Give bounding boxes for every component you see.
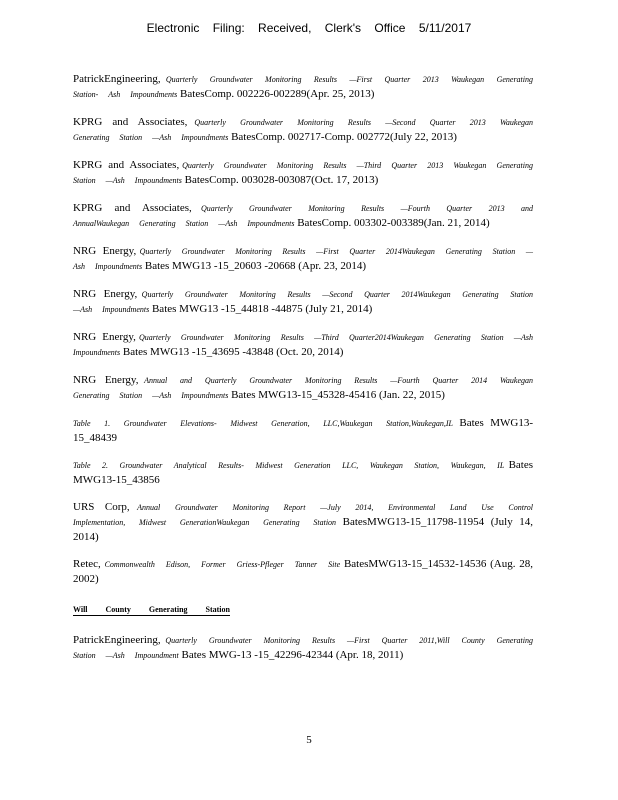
citation-bates: BatesMWG13-15_14532-14536 (Aug. 28, 2002): [73, 558, 534, 585]
citation-bates: BatesMWG13-15_11798-11954 (July 14, 2014): [73, 516, 533, 543]
citation-bates: Bates MWG13 -15_43695 -43848 (Oct. 20, 2014): [122, 346, 344, 358]
citation-title: Quarterly Groundwater Monitoring Results —Second Quarter 2014Waukegan Generating Station —Ash Impoundments: [73, 290, 534, 314]
citation-author: KPRG and Associates,: [73, 202, 192, 214]
citation-entry: [73, 500, 533, 544]
citation-bates: Bates MWG-13 -15_42296-42344 (Apr. 18, 2011): [181, 649, 404, 661]
citation-entry: [73, 115, 533, 145]
citation-title: Quarterly Groundwater Monitoring Results —Fourth Quarter 2013 and AnnualWaukegan Generating Station —Ash Impoundments: [73, 204, 534, 228]
citation-entry: [73, 458, 533, 487]
citation-entry: [73, 244, 533, 274]
citation-title: Quarterly Groundwater Monitoring Results —Second Quarter 2013 Waukegan Generating Station —Ash Impoundments: [73, 118, 533, 142]
citation-title: Table 2. Groundwater Analytical Results- Midwest Generation LLC, Waukegan Station, Waukegan, IL: [73, 461, 505, 470]
citation-title: Quarterly Groundwater Monitoring Results —Third Quarter 2013 Waukegan Generating Station —Ash Impoundments: [73, 161, 533, 185]
citation-title: Quarterly Groundwater Monitoring Results —Third Quarter2014Waukegan Generating Station —Ash Impoundments: [73, 333, 533, 357]
citation-author: Retec,: [73, 558, 101, 570]
citation-bates: BatesComp. 002226-002289(Apr. 25, 2013): [180, 88, 375, 100]
citation-title: Quarterly Groundwater Monitoring Results —First Quarter 2011,Will County Generating Station —Ash Impoundment: [73, 636, 534, 660]
citation-author: KPRG and Associates,: [73, 159, 180, 171]
citation-title: Table 1. Groundwater Elevations- Midwest Generation, LLC,Waukegan Station,Waukegan,IL: [73, 419, 453, 428]
citation-entry: [73, 416, 533, 445]
citation-entry: [73, 557, 533, 586]
citation-author: KPRG and Associates,: [73, 116, 188, 128]
citation-bates: BatesComp. 003302-003389(Jan. 21, 2014): [297, 217, 490, 229]
citation-author: URS Corp,: [73, 501, 130, 513]
citation-title: Quarterly Groundwater Monitoring Results —First Quarter 2014Waukegan Generating Station —Ash Impoundments: [73, 247, 533, 271]
citation-bates: Bates MWG13-15_43856: [73, 459, 534, 486]
citation-title: Commonwealth Edison, Former Griess-Pfleger Tanner Site: [104, 560, 341, 569]
citation-author: PatrickEngineering,: [73, 73, 161, 85]
citation-bates: Bates MWG13-15_48439: [73, 417, 533, 444]
citation-entry: [73, 287, 533, 317]
citation-title: Quarterly Groundwater Monitoring Results —First Quarter 2013 Waukegan Generating Station- Ash Impoundments: [73, 75, 534, 99]
section-heading: Will County Generating Station: [73, 605, 230, 614]
citation-title: Annual and Quarterly Groundwater Monitoring Results —Fourth Quarter 2014 Waukegan Generating Station —Ash Impoundments: [73, 376, 534, 400]
citation-entry: [73, 330, 533, 360]
citation-author: NRG Energy,: [73, 331, 136, 343]
citation-bates: BatesComp. 002717-Comp. 002772(July 22, 2013): [231, 131, 457, 143]
citation-bates: Bates MWG13 -15_20603 -20668 (Apr. 23, 2014): [144, 260, 367, 272]
citation-bates: BatesComp. 003028-003087(Oct. 17, 2013): [184, 174, 379, 186]
citation-author: NRG Energy,: [73, 374, 139, 386]
citation-bates: Bates MWG13-15_45328-45416 (Jan. 22, 2015): [231, 389, 445, 401]
filing-header: Electronic Filing: Received, Clerk's Office 5/11/2017: [146, 21, 472, 35]
citation-entry: [73, 201, 533, 231]
citation-entry: [73, 72, 533, 102]
citation-entry: [73, 633, 533, 663]
page-number: 5: [306, 734, 312, 746]
citation-author: NRG Energy,: [73, 245, 137, 257]
citation-author: NRG Energy,: [73, 288, 138, 300]
citation-title: Annual Groundwater Monitoring Report —July 2014, Environmental Land Use Control Implementation, Midwest GenerationWaukegan Generating Station: [73, 503, 534, 527]
citation-entry: [73, 373, 533, 403]
citation-bates: Bates MWG13 -15_44818 -44875 (July 21, 2014): [151, 303, 373, 315]
document-body: [73, 72, 533, 676]
citation-author: PatrickEngineering,: [73, 634, 161, 646]
citation-entry: [73, 158, 533, 188]
